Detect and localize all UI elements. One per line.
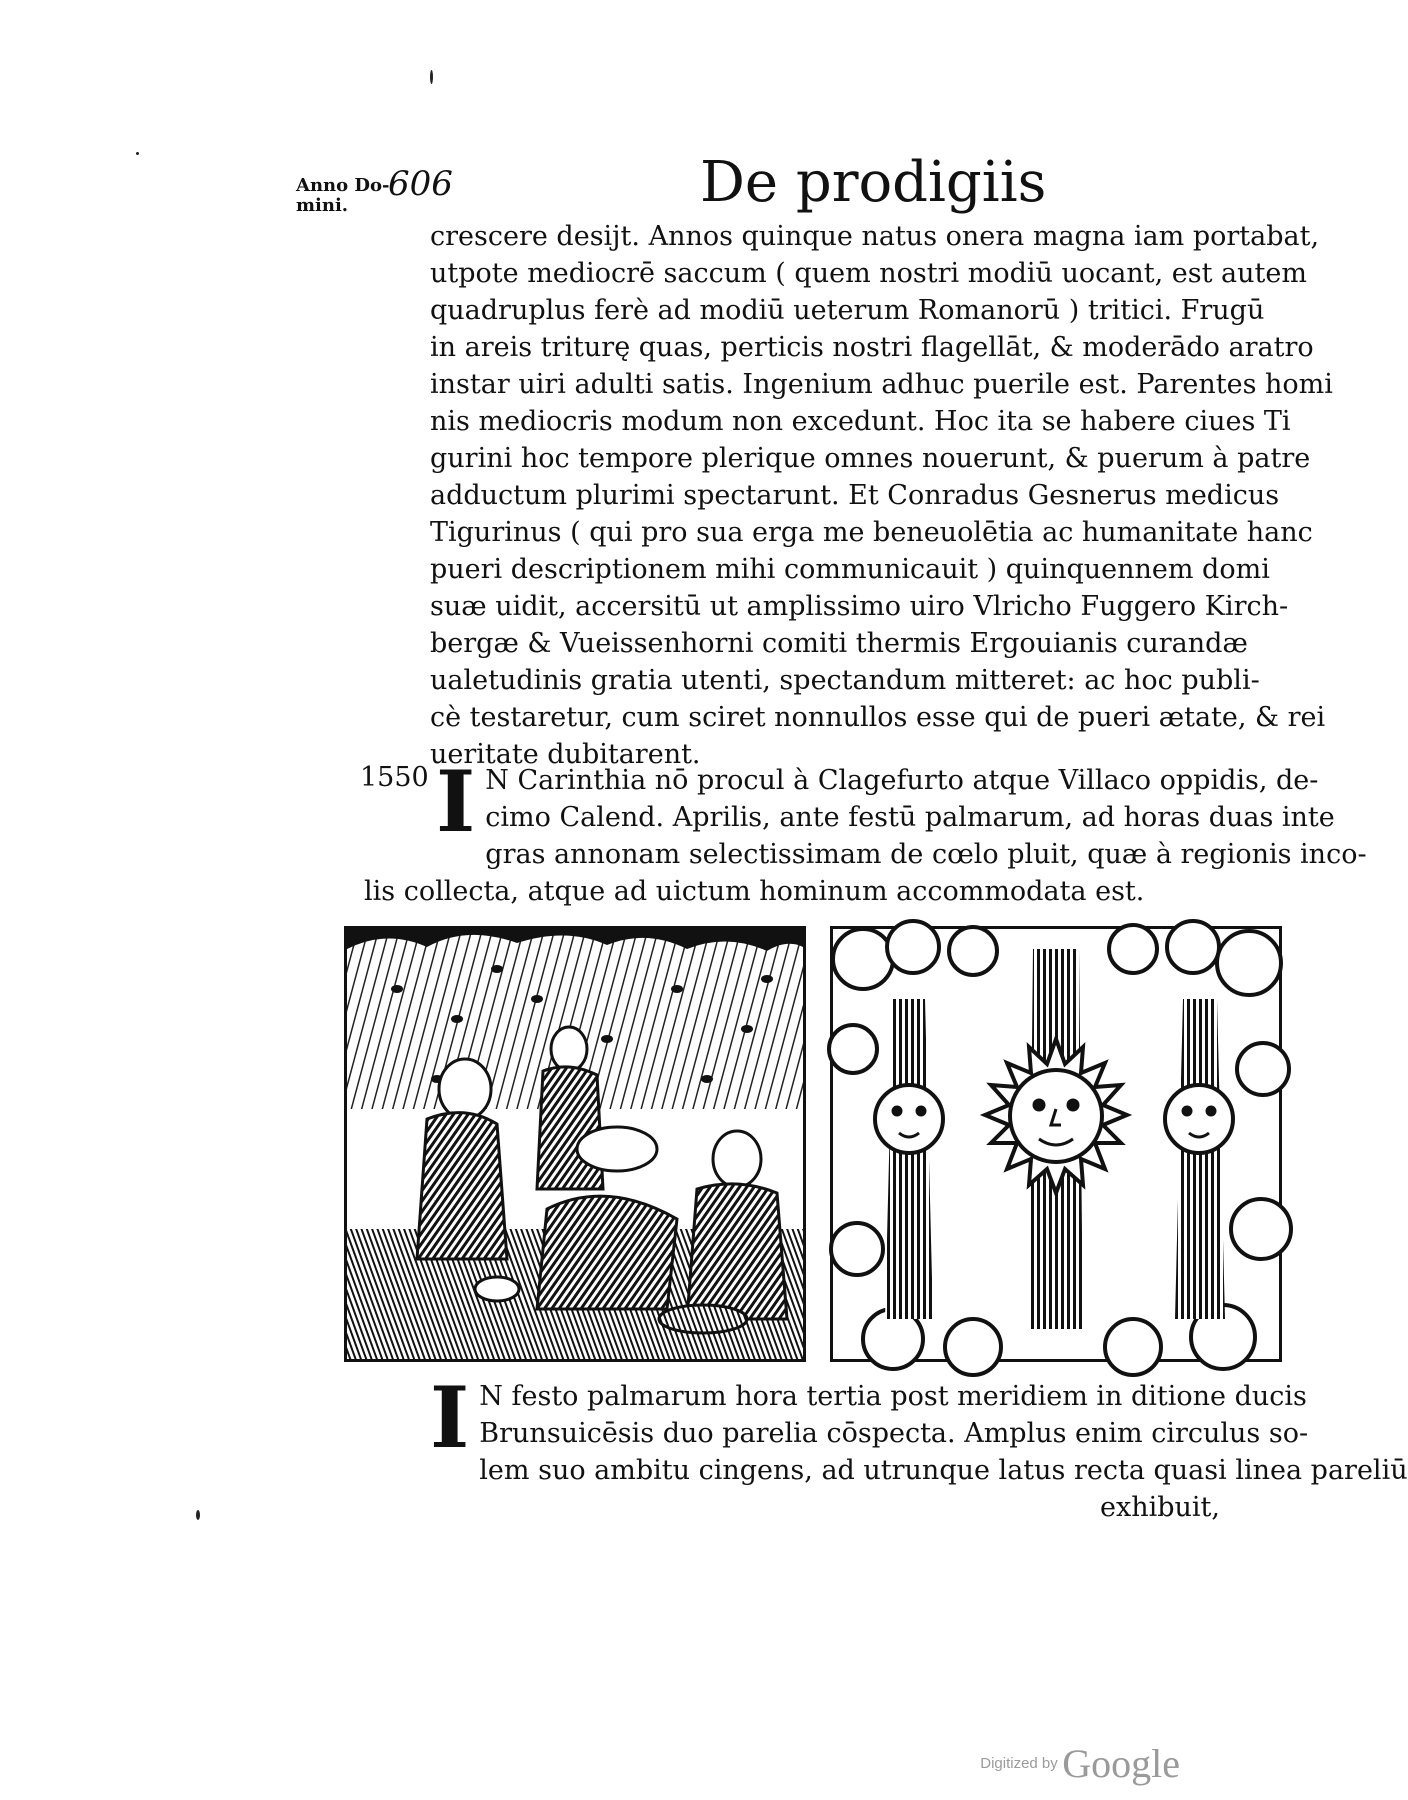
text-line: utpote mediocrē saccum ( quem nostri modiū uocant, est autem bbox=[430, 258, 1307, 289]
text-line: exhibuit, bbox=[1100, 1492, 1220, 1523]
text-line: crescere desijt. Annos quinque natus onera magna iam portabat, bbox=[430, 221, 1320, 252]
text-line: gras annonam selectissimam de cœlo pluit, quæ à regionis inco- bbox=[485, 839, 1367, 870]
text-line: bergæ & Vueissenhorni comiti thermis Ergouianis curandæ bbox=[430, 628, 1248, 659]
page-number: 606 bbox=[388, 164, 453, 204]
text-line: lem suo ambitu cingens, ad utrunque latus recta quasi linea pareliū bbox=[479, 1455, 1408, 1486]
text-line: ualetudinis gratia utenti, spectandum mitteret: ac hoc publi- bbox=[430, 665, 1260, 696]
running-head: De prodigiis bbox=[700, 150, 1047, 215]
digitized-by-google bbox=[980, 1740, 1180, 1787]
text-line: N festo palmarum hora tertia post meridiem in ditione ducis bbox=[479, 1381, 1307, 1412]
drop-cap: I bbox=[430, 1368, 470, 1467]
text-line: adductum plurimi spectarunt. Et Conradus Gesnerus medicus bbox=[430, 480, 1280, 511]
text-line: ueritate dubitarent. bbox=[430, 739, 701, 770]
scan-speck bbox=[136, 152, 139, 155]
scan-speck bbox=[430, 70, 433, 84]
text-line: Tigurinus ( qui pro sua erga me beneuolētia ac humanitate hanc bbox=[430, 517, 1313, 548]
scan-speck bbox=[196, 1510, 200, 1520]
woodcut-parhelia-illustration bbox=[833, 929, 1279, 1359]
text-line: lis collecta, atque ad uictum hominum accommodata est. bbox=[364, 876, 1145, 907]
text-line: instar uiri adulti satis. Ingenium adhuc puerile est. Parentes homi bbox=[430, 369, 1333, 400]
text-line: nis mediocris modum non excedunt. Hoc ita se habere ciues Ti bbox=[430, 406, 1291, 437]
margin-note bbox=[296, 176, 390, 216]
woodcut-grain-rain bbox=[344, 926, 806, 1362]
text-line: Brunsuicēsis duo parelia cōspecta. Amplus enim circulus so- bbox=[479, 1418, 1309, 1449]
year-marginal: 1550 bbox=[360, 762, 429, 793]
paragraph-3 bbox=[430, 1368, 1408, 1526]
margin-note-line: Anno Do- bbox=[296, 175, 390, 196]
woodcut-grain-rain-illustration bbox=[347, 929, 803, 1359]
text-line: gurini hoc tempore plerique omnes nouerunt, & puerum à patre bbox=[430, 443, 1311, 474]
text-line: cimo Calend. Aprilis, ante festū palmarum, ad horas duas inte bbox=[485, 802, 1335, 833]
drop-cap: I bbox=[436, 752, 476, 851]
google-logo: Google bbox=[1062, 1741, 1180, 1786]
text-line: in areis triturę quas, perticis nostri flagellāt, & moderādo aratro bbox=[430, 332, 1314, 363]
woodcut-parhelia bbox=[830, 926, 1282, 1362]
text-line: suæ uidit, accersitū ut amplissimo uiro Vlricho Fuggero Kirch- bbox=[430, 591, 1289, 622]
text-line: N Carinthia nō procul à Clagefurto atque Villaco oppidis, de- bbox=[485, 765, 1319, 796]
text-line: pueri descriptionem mihi communicauit ) quinquennem domi bbox=[430, 554, 1270, 585]
text-line: quadruplus ferè ad modiū ueterum Romanorū ) tritici. Frugū bbox=[430, 295, 1265, 326]
text-line: cè testaretur, cum sciret nonnullos esse qui de pueri ætate, & rei bbox=[430, 702, 1326, 733]
margin-note-line: mini. bbox=[296, 195, 349, 216]
digitized-label: Digitized by bbox=[980, 1755, 1058, 1772]
paragraph-1 bbox=[430, 218, 1333, 773]
